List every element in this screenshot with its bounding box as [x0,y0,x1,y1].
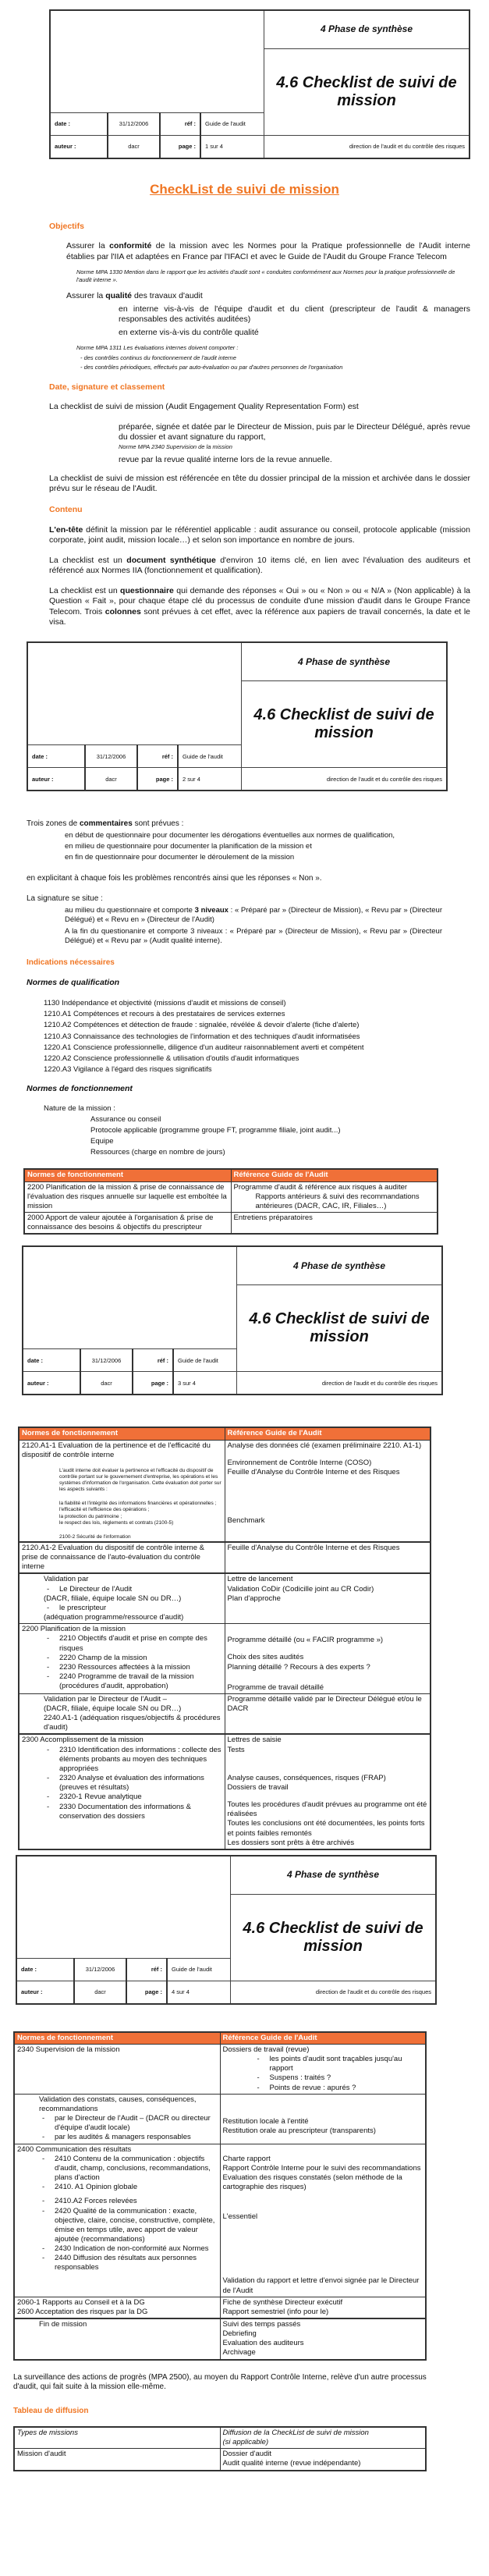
phase-label: 4 Phase de synthèse [237,1246,443,1285]
reference-cell: Charte rapport Rapport Contrôle Interne pour le suivi des recommandations Evaluation des risques constatés (selon méthode de la cartographie des risques) L'essentiel Validation du rapport et lettre d'envoi signée par le Directeur de l'Audit [220,2144,426,2297]
ref-label: réf : [126,1958,167,1981]
table-row [19,1693,431,1734]
norm-cell: Validation par - Le Directeur de l'Audit (DACR, filiale, équipe locale SN ou DR…) - le prescripteur (adéquation programme/ressource d'audit) [19,1573,225,1623]
signature-prepared: - préparée, signée et datée par le Directeur de Mission, puis par le Directeur Délégué, après revue du dossier et avant signature du rapport, [0,422,470,443]
page-1 [0,0,489,627]
comments-intro: Trois zones de commentaires sont prévues : [27,819,184,829]
header-title: 4.6 Checklist de suivi de mission [264,49,470,136]
norm-cell: 2340 Supervision de la mission [14,2045,220,2095]
contenu-questionnaire-para: La checklist est un questionnaire qui demande des réponses « Oui » ou « Non » ou « N/A » (Non applicable) à la Question « Fait », pour chaque étape clé du processus de conduite d'une mission d'audit dans le Groupe France Telecom. Trois colonnes sont prévues à cet effet, avec la référence aux papiers de travail concernés, la date et le visa. [49,585,471,627]
qualif-norm: - 1220.A2 Conscience professionnelle & utilisation d'outils d'audit informatiques [0,1054,470,1064]
reference-cell: Programme détaillé validé par le Directeur Délégué et/ou le DACR [225,1693,431,1734]
heading-date-signature: Date, signature et classement [49,382,165,392]
date-label: date : [50,113,108,136]
reference-cell: Suivi des temps passés Debriefing Evaluation des auditeurs Archivage [220,2318,426,2360]
page-label: page : [160,136,200,159]
page-number: 1 sur 4 [200,136,264,159]
reference-cell: Entretiens préparatoires [231,1213,438,1235]
diffusion-table [13,2426,427,2471]
table-row [24,1181,438,1212]
norm-cell: 2000 Apport de valeur ajoutée à l'organisation & prise de connaissance des besoins & objectifs du prescripteur [24,1213,231,1235]
heading-objectifs: Objectifs [49,221,84,231]
date-signature-para: La checklist de suivi de mission est référencée en tête du dossier principal de la mission et archivée dans le dossier prévu sur le réseau de l'Audit. [49,473,470,493]
table-header-row [14,2427,426,2449]
author-label: auteur : [27,768,85,791]
objective-conformity: - Assurer la conformité de la mission avec les Normes pour la Pratique professionnelle de l'Audit interne établies par l'IIA et adaptées en France par l'IFACI et avec le Guide de l'Audit du Groupe France Telecom [0,241,470,262]
norm-cell: 2120.A1-1 Evaluation de la pertinence et de l'efficacité du dispositif de contrôle interne L'audit interne doit évaluer la pertinence et l'efficacité du dispositif de contrôle portant sur le gouvernement d'entreprise, les opérations et les systèmes d'information de l'organisation. Cette évaluation doit porter sur les aspects suivants : la fiabilité et l'intégrité des informations financières et opérationnelles ; l'efficacité et l'efficience des opérations ; la protection du patrimoine ; le respect des lois, règlements et contrats (2100-5) 2100-2 Sécurité de l'information [19,1440,225,1542]
department-label: direction de l'audit et du contrôle des risques [231,1981,437,2004]
page-number: 2 sur 4 [178,768,242,791]
qualif-norm: - 1210.A3 Connaissance des technologies de l'information et des techniques d'audit informatisées [0,1032,470,1042]
page-label: page : [133,1372,173,1395]
author-label: auteur : [23,1372,80,1395]
phase-label: 4 Phase de synthèse [242,642,448,681]
table-row [14,2449,426,2471]
page-4 [0,1855,489,2471]
reference-cell: Analyse des données clé (examen préliminaire 2210. A1-1) Environnement de Contrôle Interne (COSO) Feuille d'Analyse du Contrôle Interne et des Risques Benchmark [225,1440,431,1542]
norm-cell: 2200 Planification de la mission & prise de connaissance de l'évaluation des risques annuelle sur laquelle est emboîtée la mission [24,1181,231,1212]
norm-cell: Validation par le Directeur de l'Audit – (DACR, filiale, équipe locale SN ou DR…) 2240.A1-1 (adéquation risques/objectifs & procédures d'audit) [19,1693,225,1734]
col-header-norms: Normes de fonctionnement [14,2032,220,2045]
nature-label: - Nature de la mission : [0,1104,470,1114]
mission-type-cell: Mission d'audit [14,2449,220,2471]
reference-cell: Lettre de lancement Validation CoDir (Codicille joint au CR Codir) Plan d'approche [225,1573,431,1623]
norm-cell: Validation des constats, causes, conséquences, recommandations - par le Directeur de l'Audit – (DACR ou directeur d'équipe d'audit locale) - par les audités & managers responsables [14,2094,220,2144]
surveillance-para: La surveillance des actions de progrès (MPA 2500), au moyen du Rapport Contrôle Interne, relève d'un autre processus d'audit, qui fait suite à la mission elle-même. [13,2372,427,2392]
ref-label: réf : [160,113,200,136]
reference-cell: Programme d'audit & référence aux risques à auditer Rapports antérieurs & suivi des recommandations antérieures (DACR, CAC, IR, Filiales…) [231,1181,438,1212]
qualif-norm: - 1210.A1 Compétences et recours à des prestataires de services externes [0,1010,470,1019]
reference-cell: Dossiers de travail (revue) - les points d'audit sont traçables jusqu'au rapport - Suspens : traités ? - Points de revue : apurés ? [220,2045,426,2095]
date-label: date : [16,1958,74,1981]
comment-zone-2: - en milieu de questionnaire pour documenter la planification de la mission et [0,842,442,851]
reference-cell: Restitution locale à l'entité Restitution orale au prescripteur (transparents) [220,2094,426,2144]
signature-intro: La signature se situe : [27,894,103,904]
logo-area [16,1856,231,1959]
page-3 [0,1244,489,1850]
contenu-header-para: L'en-tête définit la mission par le référentiel applicable : audit assurance ou conseil, protocole applicable (mission corporate, joint audit, mission locale…) et selon son importance en nombre de jours. [49,524,470,545]
quality-external: - en externe vis-à-vis du contrôle qualité [0,328,470,338]
header-title: 4.6 Checklist de suivi de mission [242,681,448,768]
table-row [19,1734,431,1849]
norms-table-1 [23,1168,438,1235]
date-signature-intro: La checklist de suivi de mission (Audit Engagement Quality Representation Form) est [49,402,359,412]
header-title: 4.6 Checklist de suivi de mission [237,1285,443,1372]
col-header-diffusion: Diffusion de la CheckList de suivi de mission (si applicable) [220,2427,426,2449]
qualif-norm: - 1210.A2 Compétences et détection de fraude : signalée, révélée & devoir d'alerte (fiche d'alerte) [0,1021,470,1030]
note-mpa-1311-b: - des contrôles périodiques, effectués par auto-évaluation ou par d'autres personnes de l'organisation [80,364,343,371]
ref-label: réf : [133,1349,173,1372]
date-label: date : [27,745,85,768]
page-label: page : [137,768,178,791]
heading-fonctionnement: Normes de fonctionnement [27,1084,133,1094]
ref-label: réf : [137,745,178,768]
norm-cell: 2200 Planification de la mission - 2210 Objectifs d'audit et prise en compte des risques - 2220 Champ de la mission - 2230 Ressources affectées à la mission - 2240 Programme de travail de la mission (procédures d'audit, approbation) [19,1624,225,1694]
col-header-reference: Référence Guide de l'Audit [220,2032,426,2045]
heading-indications: Indications nécessaires [27,958,115,967]
logo-area [23,1246,237,1349]
quality-internal: - en interne vis-à-vis de l'équipe d'audit et du client (prescripteur de l'audit & managers responsables des activités auditées) [0,304,470,325]
table-row [14,2045,426,2095]
department-label: direction de l'audit et du contrôle des risques [264,136,470,159]
objective-quality: - Assurer la qualité des travaux d'audit [0,291,470,301]
nature-item: - Assurance ou conseil [0,1115,470,1125]
nature-item: - Ressources (charge en nombre de jours) [0,1148,470,1157]
ref-value: Guide de l'audit [200,113,264,136]
header-title: 4.6 Checklist de suivi de mission [231,1894,437,1981]
ref-value: Guide de l'audit [167,1958,231,1981]
nature-item: - Protocole applicable (programme groupe FT, programme filiale, joint audit...) [0,1126,470,1135]
page-header [16,1855,437,2005]
table-row [19,1573,431,1623]
note-mpa-1311-a: - des contrôles continus du fonctionnement de l'audit interne [80,354,236,361]
table-row [19,1542,431,1573]
norms-table-2 [18,1427,431,1850]
phase-label: 4 Phase de synthèse [231,1856,437,1895]
logo-area [27,642,242,745]
signature-middle: - au milieu du questionnaire et comporte 3 niveaux : « Préparé par » (Directeur de Mission), « Revu par » (Directeur Délégué) et « Revu en » (Directeur de l'Audit) [0,906,442,925]
norm-cell: 2060-1 Rapports au Conseil et à la DG 2600 Acceptation des risques par la DG [14,2297,220,2318]
signature-end: - A la fin du questionanire et comporte 3 niveaux : « Préparé par » (Directeur de Mission), « Revu par » (Directeur Délégué) et « Revu par » (Audit qualité interne). [0,927,442,946]
col-header-norms: Normes de fonctionnement [19,1427,225,1440]
page-header [49,9,470,159]
nature-item: - Equipe [0,1137,470,1146]
page-header [27,641,448,791]
qualif-norm: - 1130 Indépendance et objectivité (missions d'audit et missions de conseil) [0,999,470,1008]
comment-zone-3: - en fin de questionnaire pour documenter le déroulement de la mission [0,853,442,862]
date-value: 31/12/2006 [80,1349,133,1372]
page-number: 3 sur 4 [173,1372,237,1395]
norm-cell: 2300 Accomplissement de la mission - 2310 Identification des informations : collecte des éléments probants au moyen des techniques appropriées - 2320 Analyse et évaluation des informations (preuves et résultats) - 2320-1 Revue analytique - 2330 Documentation des informations & conservation des dossiers [19,1734,225,1849]
author-value: dacr [108,136,160,159]
note-mpa-1330: Norme MPA 1330 Mention dans le rapport que les activités d'audit sont « conduites conformément aux Normes pour la pratique professionnelle de l'audit interne ». [76,268,455,283]
comments-outro: en explicitant à chaque fois les problèmes rencontrés ainsi que les réponses « Non ». [27,873,322,883]
page-label: page : [126,1981,167,2004]
qualif-norm: - 1220.A3 Vigilance à l'égard des risques significatifs [0,1065,470,1075]
author-label: auteur : [16,1981,74,2004]
ref-value: Guide de l'audit [178,745,242,768]
heading-qualification: Normes de qualification [27,977,120,987]
norms-table-3 [13,2031,427,2361]
reference-cell: Feuille d'Analyse du Contrôle Interne et des Risques [225,1542,431,1573]
date-value: 31/12/2006 [108,113,160,136]
ref-value: Guide de l'audit [173,1349,237,1372]
author-label: auteur : [50,136,108,159]
document-title: CheckList de suivi de mission [150,182,339,197]
signature-reviewed: - revue par la revue qualité interne lors de la revue annuelle. [0,455,470,465]
department-label: direction de l'audit et du contrôle des risques [242,768,448,791]
note-mpa-1311: Norme MPA 1311 Les évaluations internes doivent comporter : [76,344,239,351]
col-header-reference: Référence Guide de l'Audit [231,1169,438,1181]
table-row [14,2318,426,2360]
reference-cell: Fiche de synthèse Directeur exécutif Rapport semestriel (info pour le) [220,2297,426,2318]
table-row [24,1213,438,1235]
table-row [14,2297,426,2318]
logo-area [50,10,264,113]
norm-cell: 2120.A1-2 Evaluation du dispositif de contrôle interne & prise de connaissance de l'auto-évaluation du contrôle interne [19,1542,225,1573]
author-value: dacr [80,1372,133,1395]
comment-zone-1: - en début de questionnaire pour documenter les dérogations éventuelles aux normes de qualification, [0,831,442,840]
contenu-synthetic-para: La checklist est un document synthétique d'environ 10 items clé, en lien avec l'évaluation des auditeurs et référencé aux Normes IIA (fonctionnement et qualification). [49,555,471,576]
heading-contenu: Contenu [49,505,83,515]
heading-diffusion: Tableau de diffusion [13,2407,89,2416]
date-value: 31/12/2006 [85,745,137,768]
author-value: dacr [85,768,137,791]
table-row [14,2144,426,2297]
norm-cell: 2400 Communication des résultats - 2410 Contenu de la communication : objectifs d'audit, champ, conclusions, recommandations, plans d'action - 2410. A1 Opinion globale - 2410.A2 Forces relevées - 2420 Qualité de la communication : exacte, objective, claire, concise, constructive, complète, émise en temps utile, avec apport de valeur ajoutée (recommandations) - 2430 Indication de non-conformité aux Normes - 2440 Diffusion des résultats aux personnes responsables [14,2144,220,2297]
col-header-reference: Référence Guide de l'Audit [225,1427,431,1440]
date-value: 31/12/2006 [74,1958,126,1981]
diffusion-cell: Dossier d'audit Audit qualité interne (revue indépendante) [220,2449,426,2471]
table-row [14,2094,426,2144]
page-2 [0,637,489,1235]
table-row [19,1624,431,1694]
col-header-mission-types: Types de missions [14,2427,220,2449]
reference-cell: Lettres de saisie Tests Analyse causes, conséquences, risques (FRAP) Dossiers de travail Toutes les procédures d'audit prévues au programme ont été réalisées Toutes les conclusions ont été documentées, les points forts et points faibles remontés Les dossiers sont prêts à être archivés [225,1734,431,1849]
author-value: dacr [74,1981,126,2004]
col-header-norms: Normes de fonctionnement [24,1169,231,1181]
qualif-norm: - 1220.A1 Conscience professionnelle, diligence d'un auditeur raisonnablement averti et compétent [0,1043,470,1053]
phase-label: 4 Phase de synthèse [264,10,470,49]
table-row [19,1440,431,1542]
page-number: 4 sur 4 [167,1981,231,2004]
page-header [22,1245,443,1395]
department-label: direction de l'audit et du contrôle des risques [237,1372,443,1395]
date-label: date : [23,1349,80,1372]
norm-cell: Fin de mission [14,2318,220,2360]
note-mpa-2340: Norme MPA 2340 Supervision de la mission [119,442,232,450]
reference-cell: Programme détaillé (ou « FACIR programme ») Choix des sites audités Planning détaillé ? Recours à des experts ? Programme de travail détaillé [225,1624,431,1694]
